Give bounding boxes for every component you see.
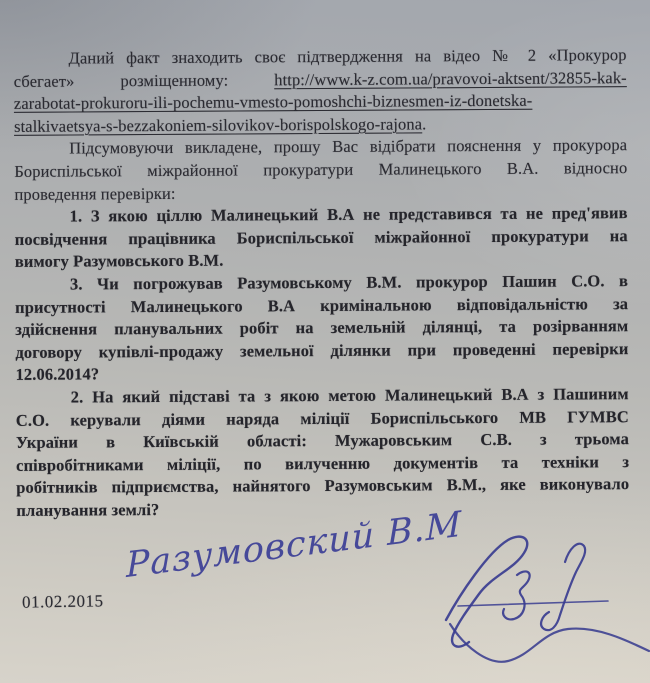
text-line: проведення перевірки: [14, 183, 176, 204]
signature-drawing [428, 512, 650, 680]
question-3-line: присутності Малинецького В.А кримінальною відповідальністю за [15, 293, 629, 317]
url-link-text: http://www.k-z.com.ua/pravovoi-aktsent/32855-kak- [274, 67, 627, 89]
signature-stroke [458, 601, 608, 606]
signature-stroke [446, 537, 527, 647]
question-2-line: України в Київській області: Мужаровським С.В. з трьома [15, 429, 630, 452]
text-line: Підсумовуючи викладене, прошу Вас відібрати пояснення у прокурора [69, 135, 628, 158]
handwritten-name: Разумовский В.М [125, 504, 463, 587]
question-2-line: С.О. керували діями наряда міліції Бориспільського МВ ГУМВС [15, 406, 629, 430]
text-line: Даний факт знаходить своє підтвердження на відео № 2 «Прокурор [68, 45, 627, 68]
question-2-line: планування землі? [16, 499, 160, 520]
date-text: 01.02.2015 [21, 591, 104, 612]
period-text: . [422, 114, 427, 134]
question-1-line: посвідчення працівника Бориспільської міжрайонної прокуратури на [14, 225, 628, 249]
question-2-line: робітників підприємства, найнятого Разумовським В.М., яке виконувало [16, 474, 630, 498]
text-line [14, 67, 627, 93]
url-link-text: stalkivaetsya-s-bezzakoniem-silovikov-borispolskogo-rajona [13, 114, 423, 136]
question-2-line: 2. На який підставі та з якою метою Малинецький В.А з Пашиним [70, 384, 629, 407]
signature-stroke [503, 571, 530, 619]
signature-stroke [541, 544, 585, 630]
question-3-line: 3. Чи погрожував Разумовському В.М. прокурор Пашин С.О. в [69, 271, 629, 294]
question-2-line: співробітниками міліції, по вилученню документів та техніки з [16, 451, 630, 475]
question-3-line: здійснення планувальних робіт на земельній ділянці, та розірванням [15, 316, 629, 339]
question-3-line: 12.06.2014? [15, 364, 100, 385]
document-body-text [14, 44, 630, 522]
url-link-text: zarabotat-prokuroru-ili-pochemu-vmesto-pomoshchi-biznesmen-iz-donetska- [13, 90, 533, 114]
question-3-line: договору купівлі-продажу земельної ділянки при проведенні перевірки [15, 338, 629, 362]
question-1-line: вимогу Разумовського В.М. [14, 250, 224, 272]
text-line: Бориспільської міжрайонної прокуратури Малинецького В.А. відносно [14, 158, 628, 181]
question-1-line: 1. З якою ціллю Малинецький В.А не представився та не пред'явив [69, 203, 628, 226]
intro-text: сбегает» розміщенному: [13, 70, 229, 91]
